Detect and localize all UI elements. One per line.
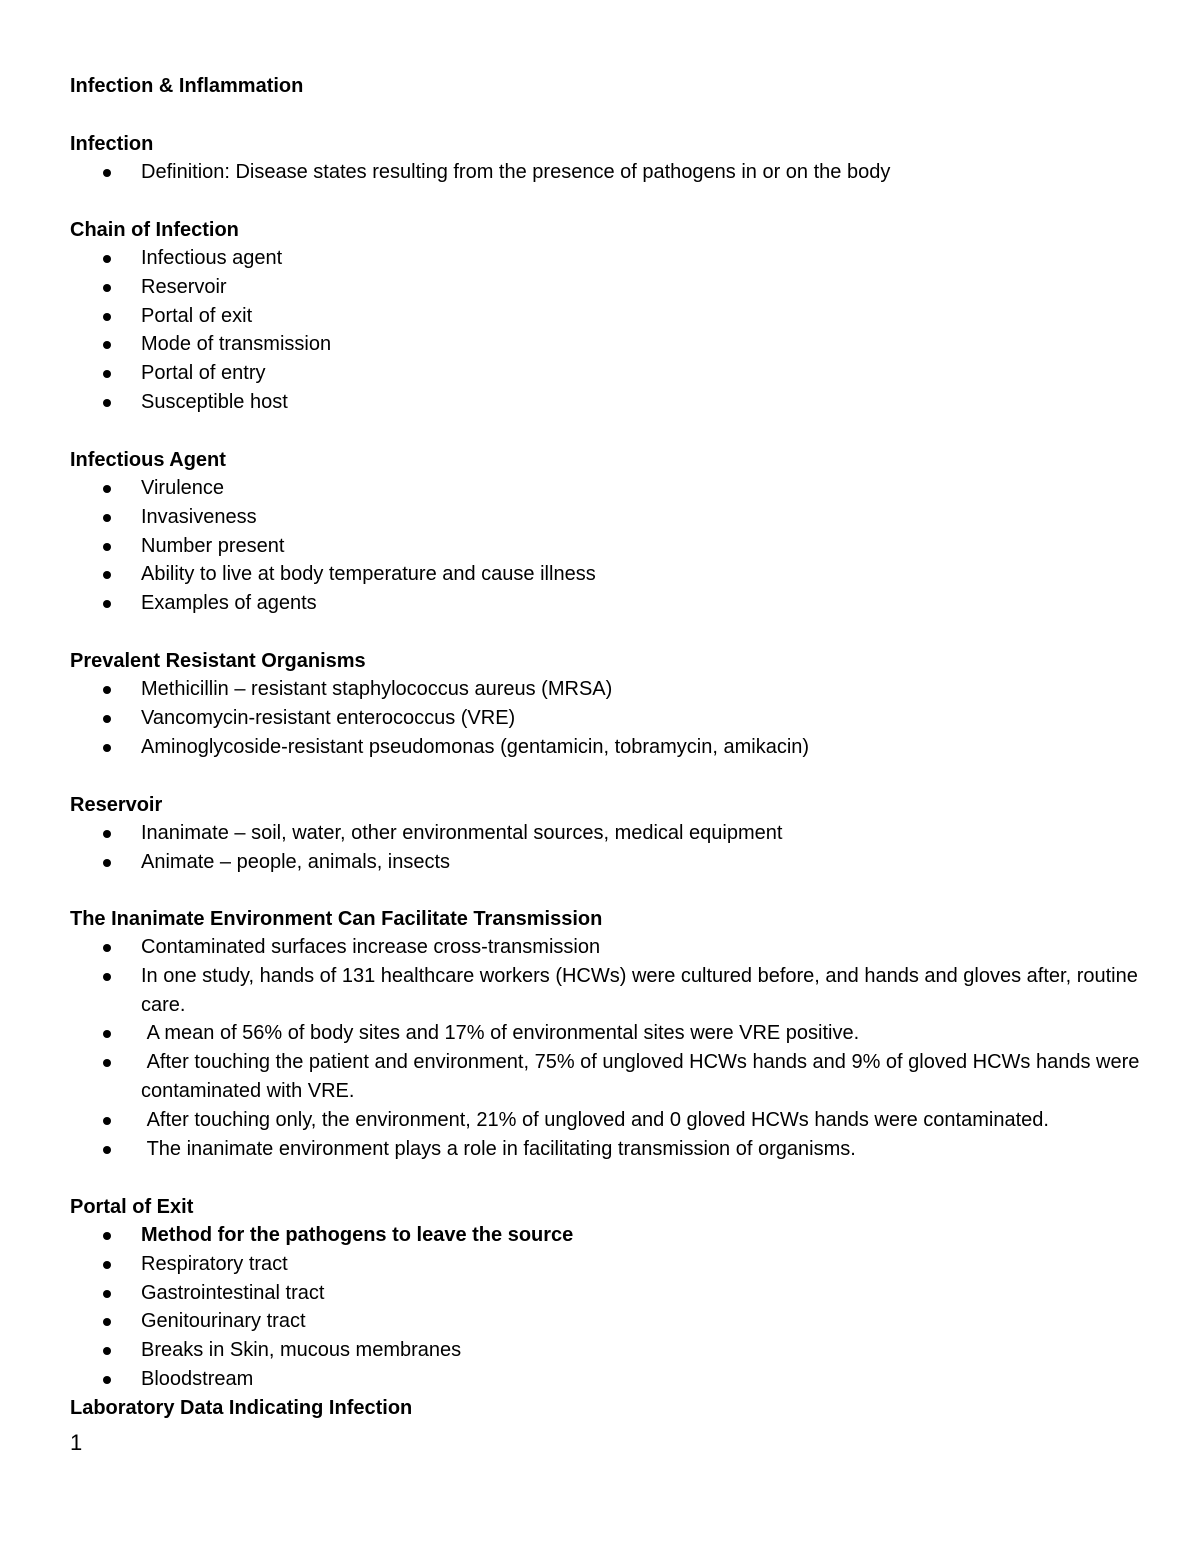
bullet-icon: [103, 1318, 111, 1326]
list-item-text: Ability to live at body temperature and cause illness: [141, 563, 596, 586]
list-item-text: Virulence: [141, 477, 225, 499]
list-item-text: Examples of agents: [141, 592, 317, 615]
list-item-text: A mean of 56% of body sites and 17% of environmental sites were VRE positive.: [141, 1022, 860, 1045]
bullet-icon: [103, 1117, 111, 1125]
list-item: [70, 962, 1140, 1020]
bullet-icon: [103, 1290, 111, 1298]
list-item-text: Contaminated surfaces increase cross-transmission: [141, 936, 601, 958]
list-item-text: Aminoglycoside-resistant pseudomonas (gentamicin, tobramycin, amikacin): [141, 735, 810, 758]
bullet-icon: [103, 514, 111, 522]
section-infectious-agent: [70, 446, 1140, 618]
list-item-text: Reservoir: [141, 275, 227, 298]
bullet-icon: [103, 543, 111, 551]
bullet-icon: [103, 1146, 111, 1154]
section-portal-of-exit: [70, 1193, 1140, 1394]
section-heading: Infection: [70, 133, 154, 155]
bullet-icon: [103, 859, 111, 867]
bullet-icon: [103, 485, 111, 493]
list-item: [70, 1106, 1140, 1135]
list-item: [70, 474, 1140, 503]
list-item: [70, 359, 1140, 388]
list-item-text: Number present: [141, 534, 285, 557]
bullet-icon: [103, 399, 111, 407]
bullet-icon: [103, 370, 111, 378]
list-item: [70, 848, 1140, 877]
list-item-text: Breaks in Skin, mucous membranes: [141, 1339, 462, 1362]
list-item: [70, 503, 1140, 532]
list-item-text: After touching only, the environment, 21% of ungloved and 0 gloved HCWs hands were contaminated.: [141, 1108, 1049, 1131]
bullet-list: [70, 819, 1140, 877]
list-item: [70, 244, 1140, 273]
bullet-icon: [103, 169, 111, 177]
list-item: [70, 933, 1140, 962]
list-item-text: Genitourinary tract: [141, 1310, 306, 1333]
list-item: [70, 1336, 1140, 1365]
bullet-icon: [103, 1347, 111, 1355]
bullet-list: [70, 244, 1140, 417]
section-reservoir: [70, 791, 1140, 877]
list-item-text: Invasiveness: [141, 505, 257, 528]
list-item: [70, 330, 1140, 359]
section-prevalent-resistant-organisms: [70, 647, 1140, 761]
bullet-list: [70, 675, 1140, 761]
bullet-icon: [103, 313, 111, 321]
bullet-icon: [103, 341, 111, 349]
list-item: [70, 1279, 1140, 1308]
section-heading: Prevalent Resistant Organisms: [70, 650, 366, 672]
list-item-text: Bloodstream: [141, 1367, 254, 1390]
bullet-icon: [103, 1232, 111, 1240]
list-item-text: Mode of transmission: [141, 333, 332, 356]
bullet-icon: [103, 284, 111, 292]
section-heading: Reservoir: [70, 794, 163, 816]
bullet-icon: [103, 830, 111, 838]
bullet-list: [70, 933, 1145, 1163]
list-item-text: Vancomycin-resistant enterococcus (VRE): [141, 706, 516, 729]
section-heading: Infectious Agent: [70, 449, 226, 471]
bullet-icon: [103, 571, 111, 579]
bullet-icon: [103, 1030, 111, 1038]
list-item: [70, 733, 1140, 762]
list-item: [70, 273, 1140, 302]
list-item: [70, 1019, 1140, 1048]
list-item: [70, 1135, 1140, 1164]
list-item: [70, 819, 1140, 848]
list-item: [70, 388, 1140, 417]
bullet-icon: [103, 1261, 111, 1269]
section-infection: [70, 130, 1140, 187]
list-item: [70, 1307, 1140, 1336]
bullet-icon: [103, 973, 111, 981]
list-item: [70, 1365, 1140, 1394]
list-item-text: Method for the pathogens to leave the source: [141, 1224, 574, 1246]
list-item: [70, 532, 1140, 561]
section-laboratory-data: [70, 1394, 1140, 1422]
list-item: [70, 158, 1140, 187]
bullet-icon: [103, 744, 111, 752]
section-heading: Laboratory Data Indicating Infection: [70, 1397, 413, 1419]
bullet-icon: [103, 686, 111, 694]
list-item: [70, 302, 1140, 331]
bullet-list: [70, 1221, 1140, 1394]
bullet-icon: [103, 1376, 111, 1384]
bullet-list: [70, 474, 1140, 618]
bullet-icon: [103, 1059, 111, 1067]
list-item-text: Gastrointestinal tract: [141, 1281, 325, 1304]
document-title: Infection & Inflammation: [70, 75, 304, 97]
list-item-text: Definition: Disease states resulting from the presence of pathogens in or on the body: [141, 161, 891, 183]
bullet-icon: [103, 600, 111, 608]
list-item-text: Inanimate – soil, water, other environmental sources, medical equipment: [141, 822, 783, 844]
list-item-text: Methicillin – resistant staphylococcus aureus (MRSA): [141, 678, 613, 700]
section-heading: Chain of Infection: [70, 219, 239, 241]
list-item-text: After touching the patient and environment, 75% of ungloved HCWs hands and 9% of gloved HCWs hands were contaminated with VRE.: [141, 1051, 1145, 1102]
bullet-list: [70, 158, 1140, 187]
section-chain-of-infection: [70, 216, 1140, 417]
list-item-text: Portal of exit: [141, 304, 253, 327]
bullet-icon: [103, 715, 111, 723]
bullet-icon: [103, 255, 111, 263]
list-item: [70, 675, 1140, 704]
list-item: [70, 1048, 1145, 1106]
list-item-text: In one study, hands of 131 healthcare workers (HCWs) were cultured before, and hands and gloves after, routine care.: [141, 964, 1138, 1016]
list-item-text: Infectious agent: [141, 247, 283, 269]
list-item: [70, 1250, 1140, 1279]
page-number: 1: [70, 1430, 83, 1455]
list-item-text: The inanimate environment plays a role in facilitating transmission of organisms.: [141, 1137, 856, 1160]
list-item-text: Animate – people, animals, insects: [141, 850, 451, 873]
section-inanimate-environment: [70, 905, 1145, 1163]
list-item: [70, 704, 1140, 733]
list-item: [70, 560, 1140, 589]
list-item-text: Respiratory tract: [141, 1252, 288, 1275]
list-item: [70, 589, 1140, 618]
list-item-text: Portal of entry: [141, 362, 266, 385]
list-item-text: Susceptible host: [141, 390, 288, 413]
section-heading: The Inanimate Environment Can Facilitate Transmission: [70, 908, 603, 930]
bullet-icon: [103, 944, 111, 952]
list-item: [70, 1221, 1140, 1250]
section-heading: Portal of Exit: [70, 1196, 194, 1218]
